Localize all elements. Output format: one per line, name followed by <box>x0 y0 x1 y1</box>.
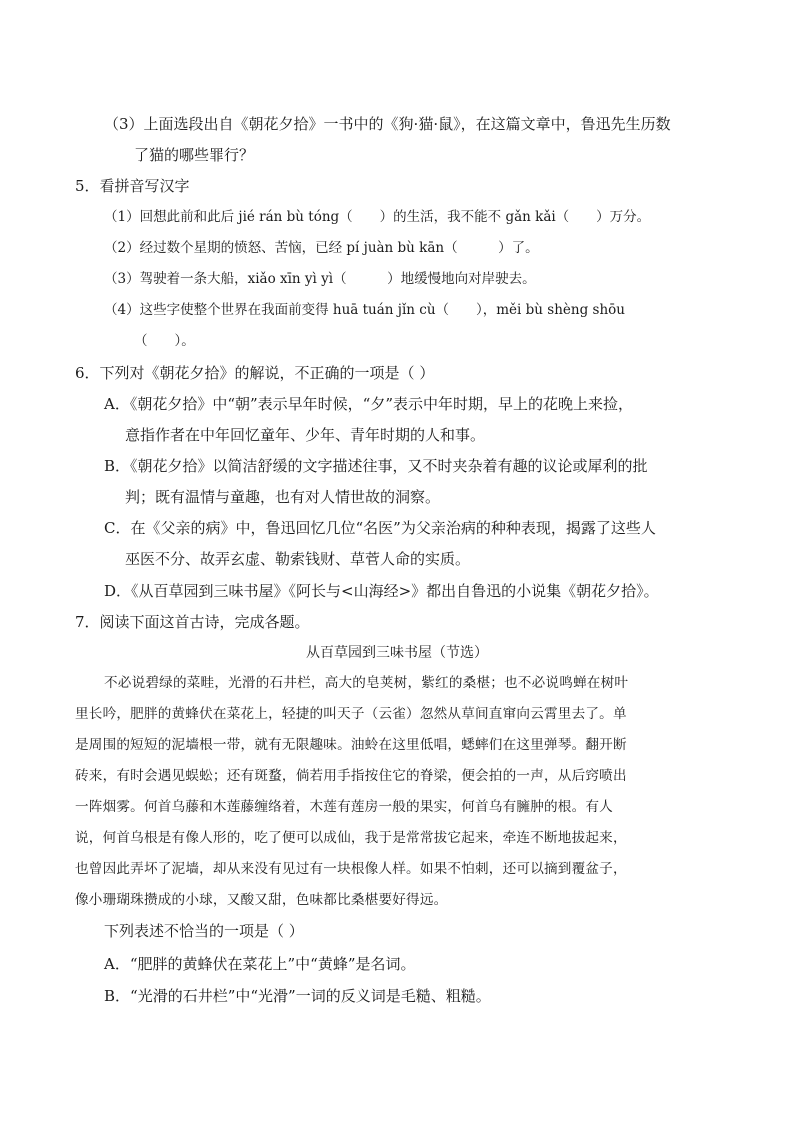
q7-title: 7．阅读下面这首古诗，完成各题。 <box>75 613 310 631</box>
passage-title: 从百草园到三味书屋（节选） <box>306 645 488 661</box>
q7-question: 下列表述不恰当的一项是（ ） <box>104 922 304 940</box>
q4-sub3-line1: （3）上面选段出自《朝花夕拾》一书中的《狗·猫·鼠》，在这篇文章中，鲁迅先生历数 <box>104 115 671 133</box>
q5-item-4-line2: （ ）。 <box>134 333 195 349</box>
q5-item-1: （1）回想此前和此后 jié rán bù tóng（ ）的生活，我不能不 gǎn kǎi（ ）万分。 <box>104 209 651 225</box>
q6-option-a-line1: A．《朝花夕拾》中“朝”表示早年时候，“夕”表示中年时期，早上的花晚上来捡， <box>104 395 634 413</box>
passage-line: 不必说碧绿的菜畦，光滑的石井栏，高大的皂荚树，紫红的桑椹；也不必说鸣蝉在树叶 <box>104 675 629 691</box>
q6-option-b-line2: 判；既有温情与童趣，也有对人情世故的洞察。 <box>125 488 441 506</box>
q7-option-b: B．“光滑的石井栏”中“光滑”一词的反义词是毛糙、粗糙。 <box>104 987 491 1005</box>
passage-line: 说，何首乌根是有像人形的，吃了便可以成仙，我于是常常拔它起来，牵连不断地拔起来， <box>75 830 627 846</box>
q7-option-a: A．“肥胖的黄蜂伏在菜花上”中“黄蜂”是名词。 <box>104 955 416 973</box>
q4-sub3-line2: 了猫的哪些罪行？ <box>134 146 255 164</box>
q5-item-3: （3）驾驶着一条大船，xiǎo xīn yì yì（ ）地缓慢地向对岸驶去。 <box>104 271 536 287</box>
q6-option-d: D．《从百草园到三味书屋》《阿长与<山海经>》都出自鲁迅的小说集《朝花夕拾》。 <box>104 582 659 600</box>
passage-line: 砖来，有时会遇见蜈蚣；还有斑蝥，倘若用手指按住它的脊梁，便会拍的一声，从后窍喷出 <box>75 768 627 784</box>
q6-option-a-line2: 意指作者在中年回忆童年、少年、青年时期的人和事。 <box>125 426 486 444</box>
passage-line: 一阵烟雾。何首乌藤和木莲藤缠络着，木莲有莲房一般的果实，何首乌有臃肿的根。有人 <box>75 799 613 815</box>
passage-line: 也曾因此弄坏了泥墙，却从来没有见过有一块根像人样。如果不怕刺，还可以摘到覆盆子， <box>75 861 627 877</box>
q6-option-c-line2: 巫医不分、故弄玄虚、勒索钱财、草菅人命的实质。 <box>125 550 471 568</box>
q6-option-c-line1: C．在《父亲的病》中，鲁迅回忆几位“名医”为父亲治病的种种表现，揭露了这些人 <box>104 519 656 537</box>
passage-line: 像小珊瑚珠攒成的小球，又酸又甜，色味都比桑椹要好得远。 <box>75 892 448 908</box>
q6-title: 6．下列对《朝花夕拾》的解说，不正确的一项是（ ） <box>75 364 435 382</box>
q5-title: 5．看拼音写汉字 <box>75 177 190 195</box>
q6-option-b-line1: B．《朝花夕拾》以简洁舒缓的文字描述往事，又不时夹杂着有趣的议论或犀利的批 <box>104 457 648 475</box>
q5-item-4-line1: （4）这些字使整个世界在我面前变得 huā tuán jǐn cù（ ），měi bù shèng shōu <box>104 302 625 318</box>
passage-line: 里长吟，肥胖的黄蜂伏在菜花上，轻捷的叫天子（云雀）忽然从草间直窜向云霄里去了。单 <box>75 706 627 722</box>
q5-item-2: （2）经过数个星期的愤怒、苦恼，已经 pí juàn bù kān（ ）了。 <box>104 240 539 256</box>
passage-line: 是周围的短短的泥墙根一带，就有无限趣味。油蛉在这里低唱，蟋蟀们在这里弹琴。翻开断 <box>75 737 627 753</box>
